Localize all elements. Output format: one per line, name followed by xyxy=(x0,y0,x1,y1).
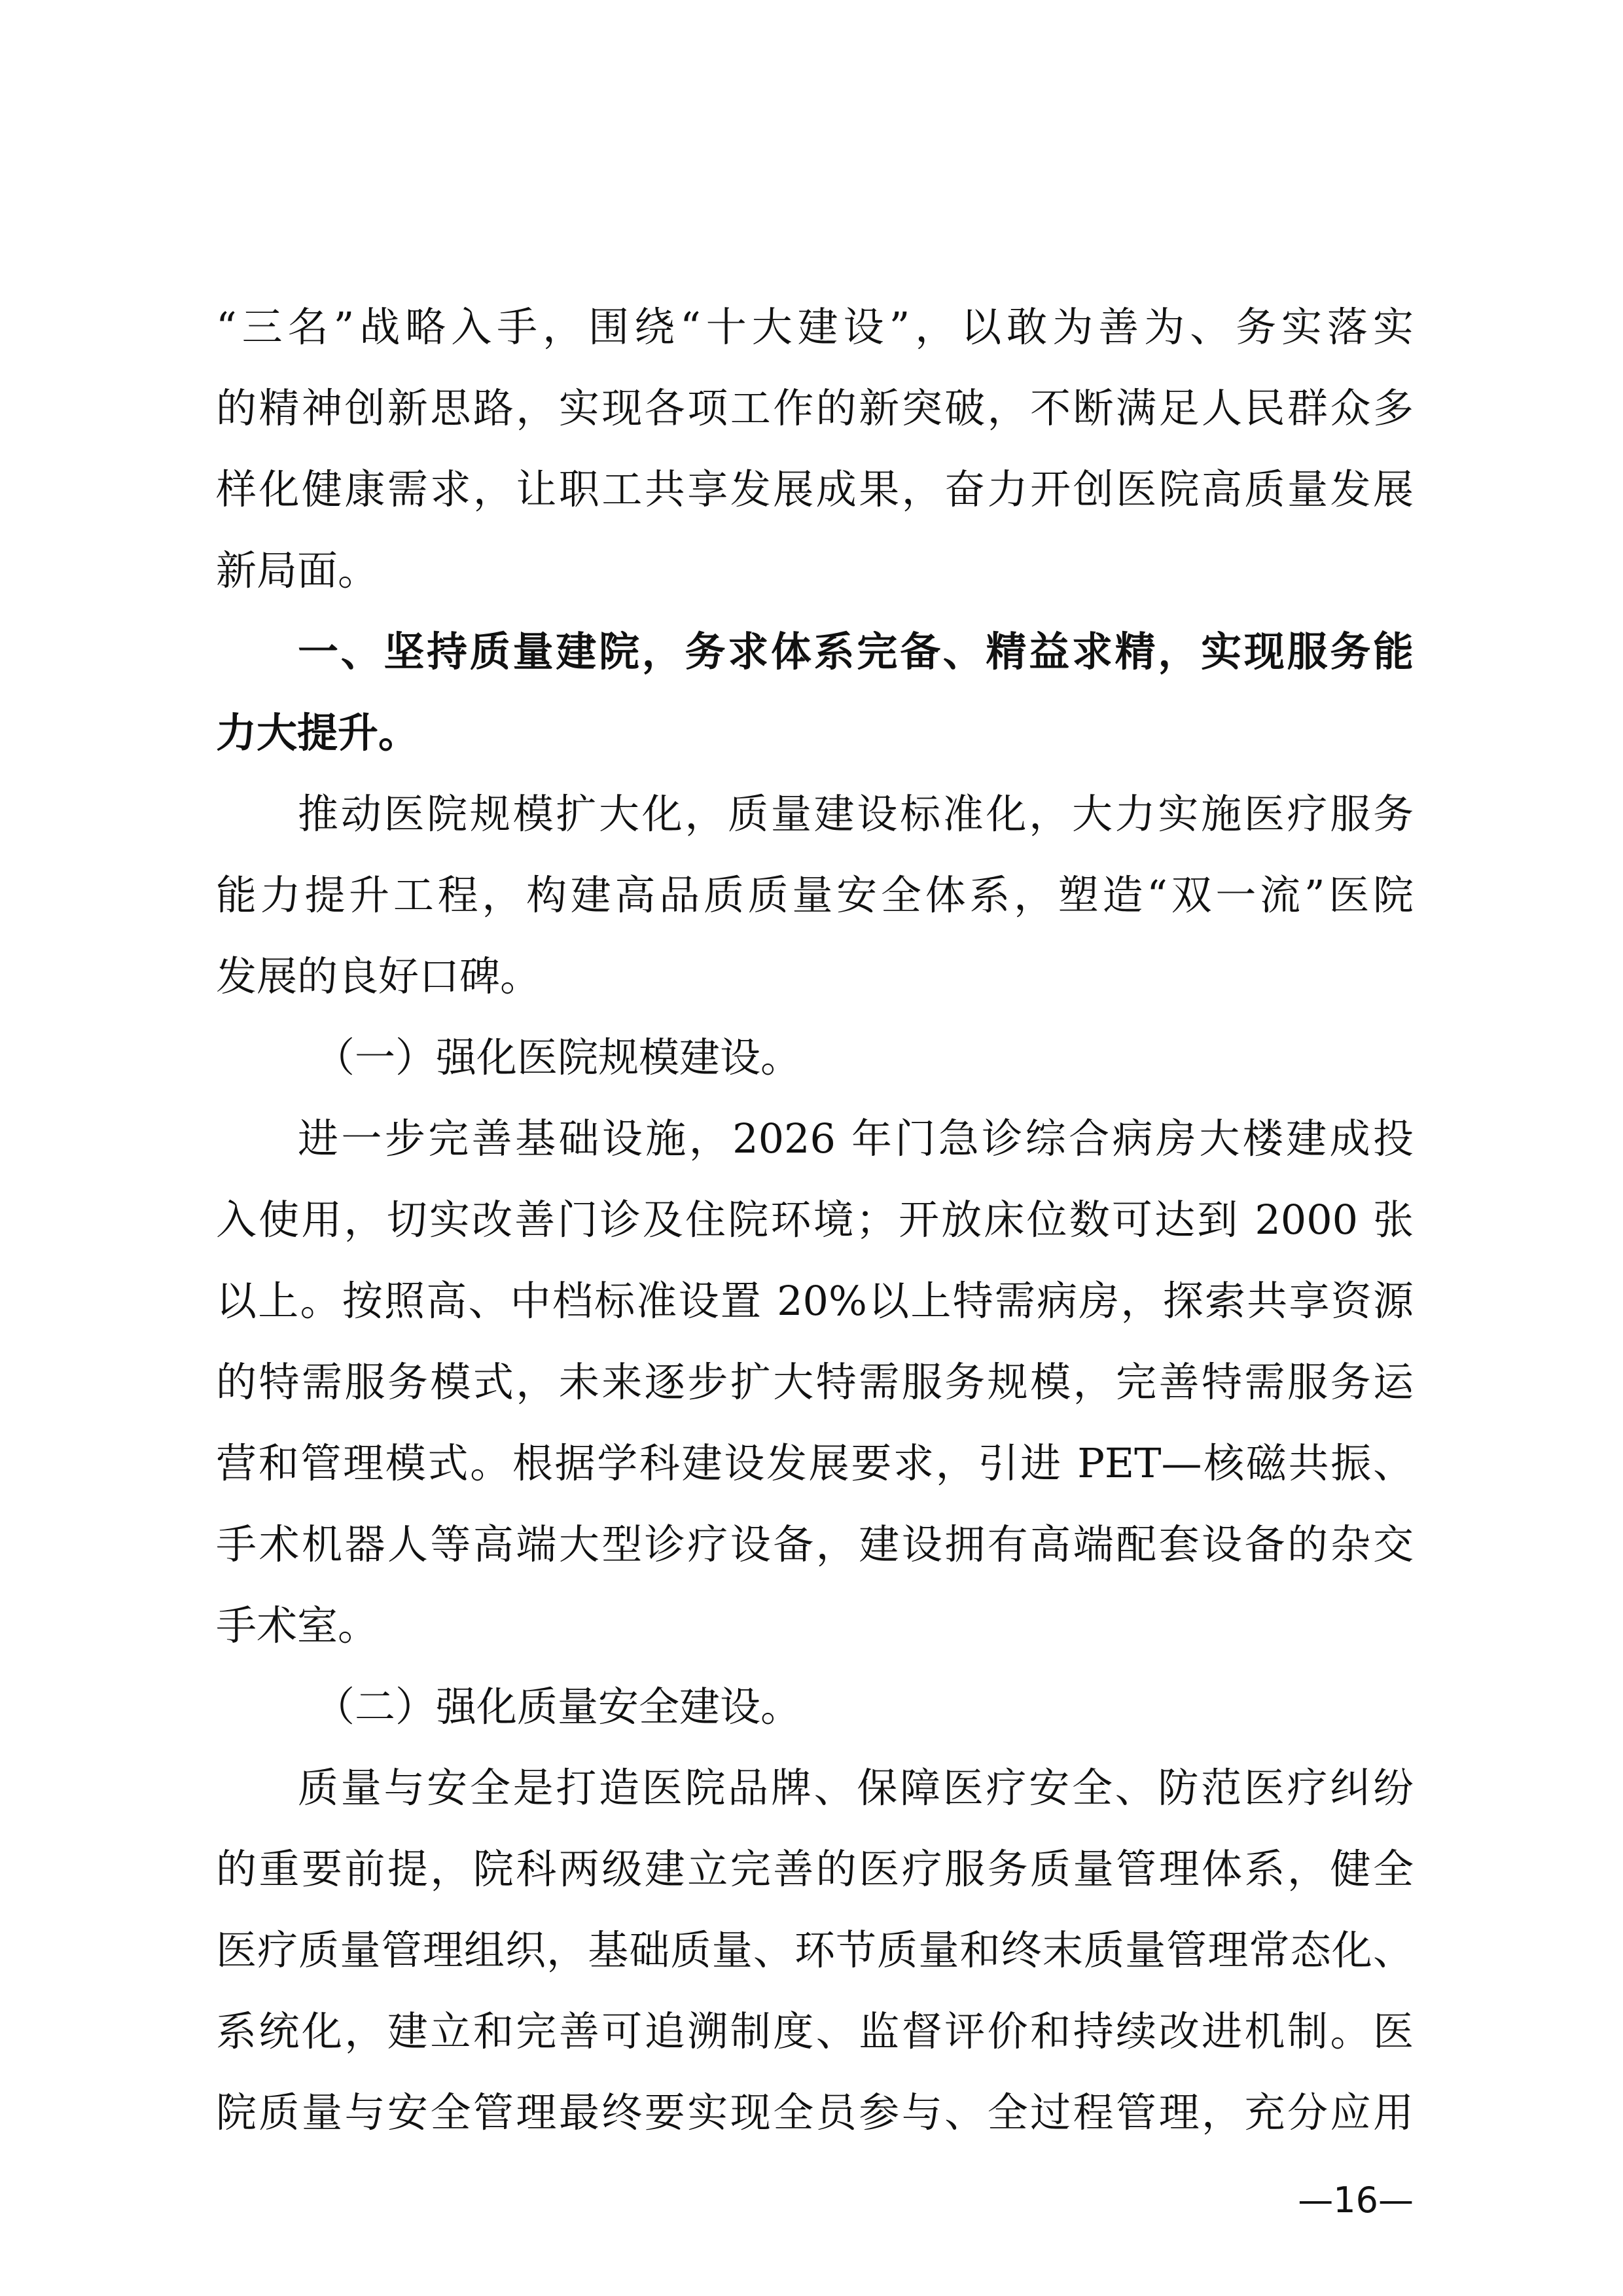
paragraph-3-line-7: 手术室。 xyxy=(216,1602,379,1649)
subheading-1: （一）强化医院规模建设。 xyxy=(314,1033,802,1081)
paragraph-4-line-4: 系统化，建立和完善可追溯制度、监督评价和持续改进机制。医 xyxy=(216,2007,1414,2055)
page-number: —16— xyxy=(1298,2179,1414,2221)
paragraph-4-line-2: 的重要前提，院科两级建立完善的医疗服务质量管理体系，健全 xyxy=(216,1845,1414,1893)
paragraph-3-line-5: 营和管理模式。根据学科建设发展要求，引进 PET—核磁共振、 xyxy=(216,1439,1414,1487)
paragraph-3-line-3: 以上。按照高、中档标准设置 20%以上特需病房，探索共享资源 xyxy=(216,1277,1414,1325)
paragraph-3-line-4: 的特需服务模式，未来逐步扩大特需服务规模，完善特需服务运 xyxy=(216,1358,1414,1406)
paragraph-3-line-2: 入使用，切实改善门诊及住院环境；开放床位数可达到 2000 张 xyxy=(216,1196,1414,1244)
subheading-2: （二）强化质量安全建设。 xyxy=(314,1683,802,1731)
paragraph-4-line-5: 院质量与安全管理最终要实现全员参与、全过程管理，充分应用 xyxy=(216,2089,1414,2136)
paragraph-2-line-3: 发展的良好口碑。 xyxy=(216,952,541,1000)
paragraph-3-line-1: 进一步完善基础设施，2026 年门急诊综合病房大楼建成投 xyxy=(298,1115,1414,1162)
paragraph-2-line-1: 推动医院规模扩大化，质量建设标准化，大力实施医疗服务 xyxy=(298,790,1414,838)
paragraph-1-line-1: “三名”战略入手，围绕“十大建设”，以敢为善为、务实落实 xyxy=(216,303,1414,351)
paragraph-4-line-1: 质量与安全是打造医院品牌、保障医疗安全、防范医疗纠纷 xyxy=(298,1764,1414,1812)
section-heading-1-line-2: 力大提升。 xyxy=(216,709,419,757)
section-heading-1-line-1: 一、坚持质量建院，务求体系完备、精益求精，实现服务能 xyxy=(298,628,1414,675)
paragraph-2-line-2: 能力提升工程，构建高品质质量安全体系，塑造“双一流”医院 xyxy=(216,871,1414,919)
paragraph-1-line-3: 样化健康需求，让职工共享发展成果，奋力开创医院高质量发展 xyxy=(216,465,1414,513)
paragraph-1-line-4: 新局面。 xyxy=(216,547,379,594)
paragraph-3-line-6: 手术机器人等高端大型诊疗设备，建设拥有高端配套设备的杂交 xyxy=(216,1520,1414,1568)
paragraph-4-line-3: 医疗质量管理组织，基础质量、环节质量和终末质量管理常态化、 xyxy=(216,1926,1414,1974)
paragraph-1-line-2: 的精神创新思路，实现各项工作的新突破，不断满足人民群众多 xyxy=(216,384,1414,432)
